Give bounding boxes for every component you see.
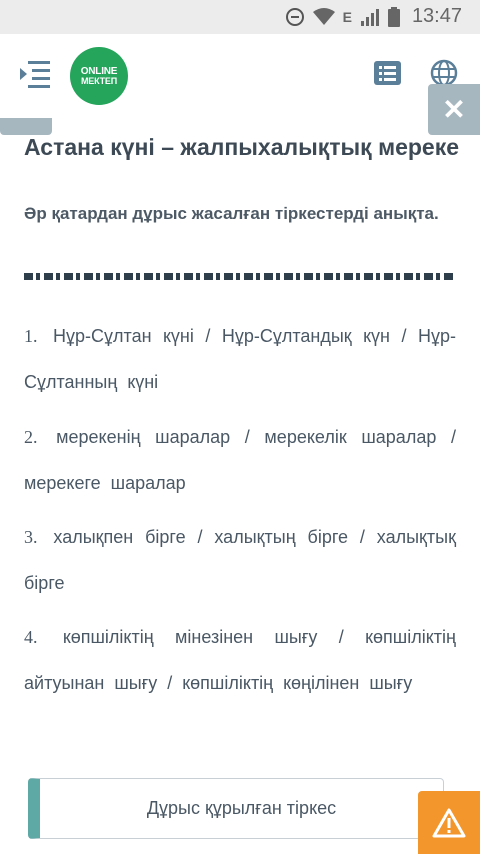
close-button[interactable]	[428, 84, 480, 135]
question-text: Нұр-Сұлтан күні / Нұр-Сұлтандық күн / Нұр-Сұлтанның күні	[24, 326, 456, 392]
question-text: көпшіліктің мінезінен шығу / көпшіліктің айтуынан шығу / көпшіліктің көңілінен шығу	[24, 627, 456, 693]
answer-label: Дұрыс құрылған тіркес	[146, 798, 337, 818]
close-icon: ✕	[442, 94, 466, 125]
network-type: E	[342, 8, 352, 25]
menu-icon[interactable]	[18, 58, 52, 92]
list-icon[interactable]	[374, 61, 401, 85]
online-mektep-logo[interactable]	[70, 47, 128, 105]
wifi-icon	[313, 8, 335, 26]
warning-icon	[432, 808, 466, 838]
logo-line2: МЕКТЕП	[81, 75, 117, 86]
question-item	[24, 414, 456, 506]
question-item	[24, 514, 456, 606]
question-number: 1.	[24, 326, 38, 346]
signal-icon	[360, 8, 380, 26]
status-icons	[285, 5, 462, 28]
globe-icon[interactable]	[430, 59, 458, 87]
tab-indicator	[0, 118, 52, 135]
app-header	[0, 34, 480, 122]
separator	[24, 273, 456, 280]
logo-line1: ONLINE	[80, 65, 118, 77]
page-title: Астана күні – жалпыхалықтық мереке	[24, 134, 460, 160]
task-instruction: Әр қатардан дұрыс жасалған тіркестерді анықта.	[24, 204, 439, 223]
question-text: халықпен бірге / халықтың бірге / халықтық бірге	[24, 527, 456, 593]
question-text: мерекенің шаралар / мерекелік шаралар / мерекеге шаралар	[24, 427, 456, 493]
question-number: 4.	[24, 627, 38, 647]
answer-option[interactable]	[28, 778, 444, 839]
report-button[interactable]	[418, 791, 480, 854]
question-item	[24, 614, 456, 706]
question-number: 3.	[24, 527, 38, 547]
battery-icon	[388, 7, 400, 27]
do-not-disturb-icon	[285, 7, 305, 27]
status-bar	[0, 0, 480, 34]
question-item	[24, 313, 456, 405]
question-number: 2.	[24, 427, 38, 447]
status-time: 13:47	[411, 5, 462, 27]
